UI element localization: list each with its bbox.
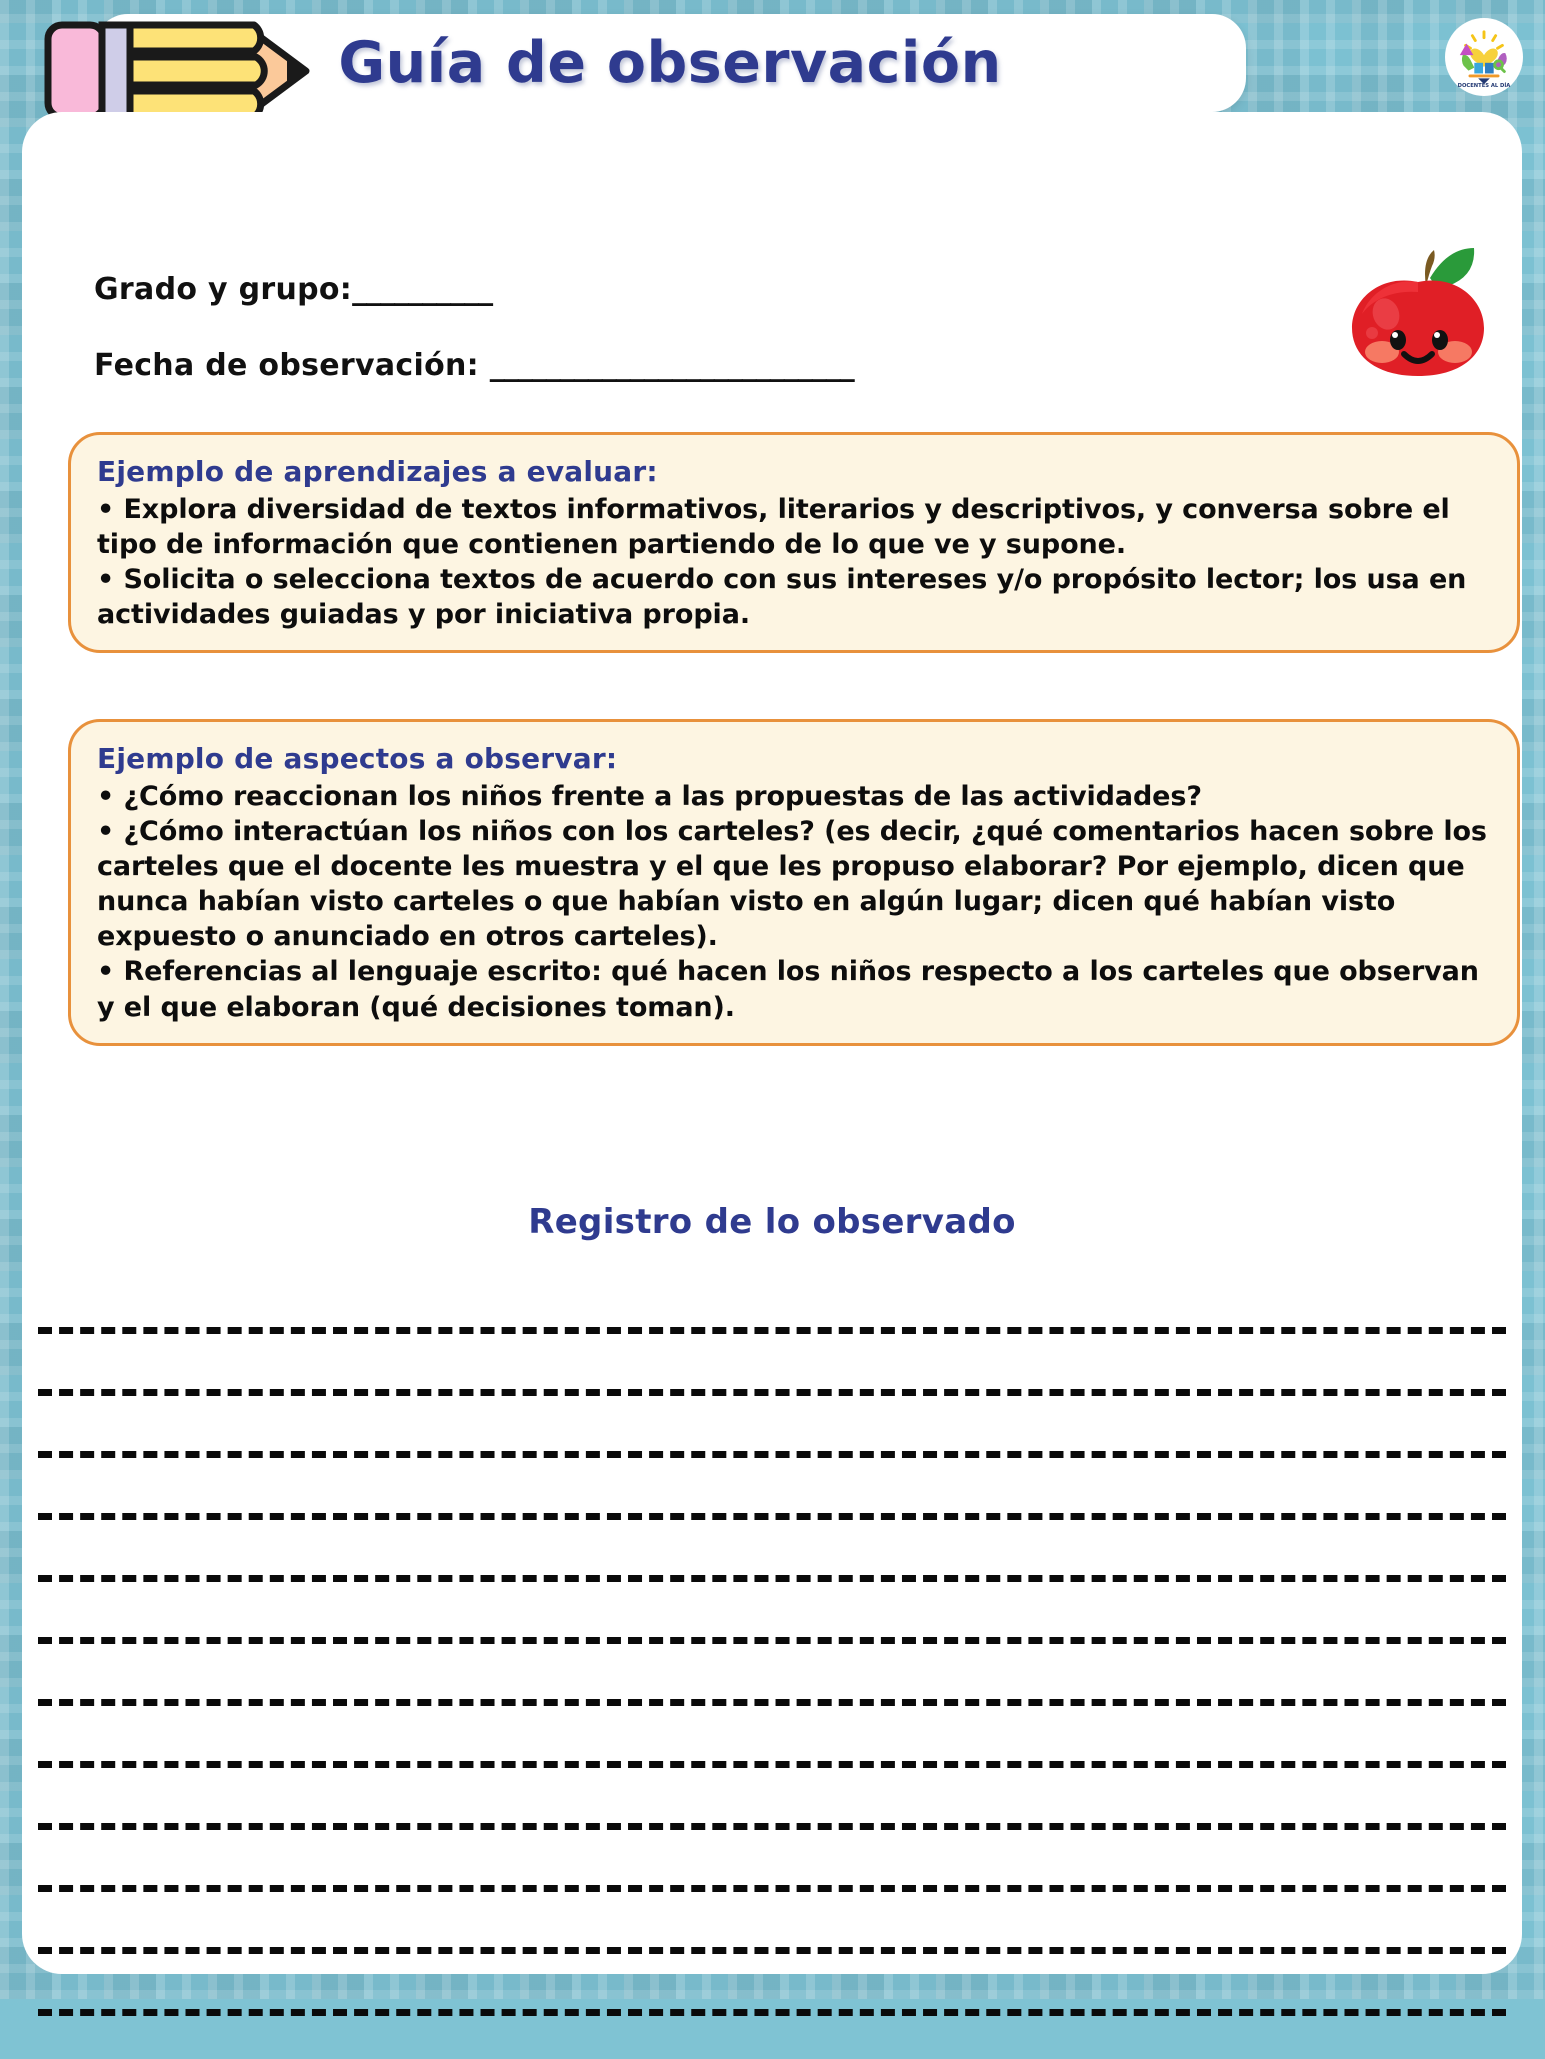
apple-icon [1342, 234, 1494, 376]
field-grado-label: Grado y grupo: [94, 272, 353, 307]
registro-section-title: Registro de lo observado [528, 1202, 1016, 1242]
box-aprendizajes-line-2: • Solicita o selecciona textos de acuerdo con sus intereses y/o propósito lector; los usa en actividades guiadas y por iniciativa propia. [97, 564, 1467, 631]
box-aspectos-line-3: • Referencias al lenguaje escrito: qué hacen los niños respecto a los carteles que observan y el que elaboran (qué decisiones toman). [97, 956, 1479, 1023]
box-aprendizajes-heading: Ejemplo de aprendizajes a evaluar: [97, 455, 658, 488]
writing-line[interactable] [38, 1749, 1506, 1811]
writing-line[interactable] [38, 1935, 1506, 1997]
box-aspectos-line-2: • ¿Cómo interactúan los niños con los carteles? (es decir, ¿qué comentarios hacen sobre los carteles que el docente les muestra y el que les propuso elaborar? Por ejemplo, dicen que nunca habían visto carteles o que habían visto en algún lugar; dicen qué habían visto expuesto o anunciado en otros carteles). [97, 816, 1487, 953]
docentes-al-dia-logo-icon [1453, 26, 1515, 88]
writing-line[interactable] [38, 1501, 1506, 1563]
writing-line[interactable] [38, 1687, 1506, 1749]
box-aspectos-a-observar [68, 719, 1520, 1046]
writing-line[interactable] [38, 1377, 1506, 1439]
writing-line[interactable] [38, 1563, 1506, 1625]
writing-line[interactable] [38, 1625, 1506, 1687]
brand-logo [1445, 18, 1523, 96]
field-fecha-blank[interactable]: __________________________ [489, 348, 854, 383]
field-fecha-label: Fecha de observación: [94, 348, 490, 383]
writing-line[interactable] [38, 1873, 1506, 1935]
writing-lines-area[interactable] [38, 1315, 1506, 2059]
box-aprendizajes-line-1: • Explora diversidad de textos informativos, literarios y descriptivos, y conversa sobre el tipo de información que contienen partiendo de lo que ve y supone. [97, 494, 1450, 561]
writing-line[interactable] [38, 1439, 1506, 1501]
field-grado-y-grupo [94, 272, 492, 307]
field-fecha-de-observacion [94, 348, 854, 383]
writing-line[interactable] [38, 1315, 1506, 1377]
writing-line[interactable] [38, 1811, 1506, 1873]
field-grado-blank[interactable]: __________ [352, 272, 493, 307]
writing-line[interactable] [38, 1997, 1506, 2059]
box-aspectos-line-1: • ¿Cómo reaccionan los niños frente a las propuestas de las actividades? [97, 781, 1202, 812]
svg-text:DOCENTES AL DÍA: DOCENTES AL DÍA [1457, 83, 1511, 88]
box-aprendizajes-a-evaluar [68, 432, 1520, 653]
page-title: Guía de observación [338, 30, 1002, 96]
main-card [22, 112, 1522, 1974]
box-aspectos-heading: Ejemplo de aspectos a observar: [97, 742, 618, 775]
